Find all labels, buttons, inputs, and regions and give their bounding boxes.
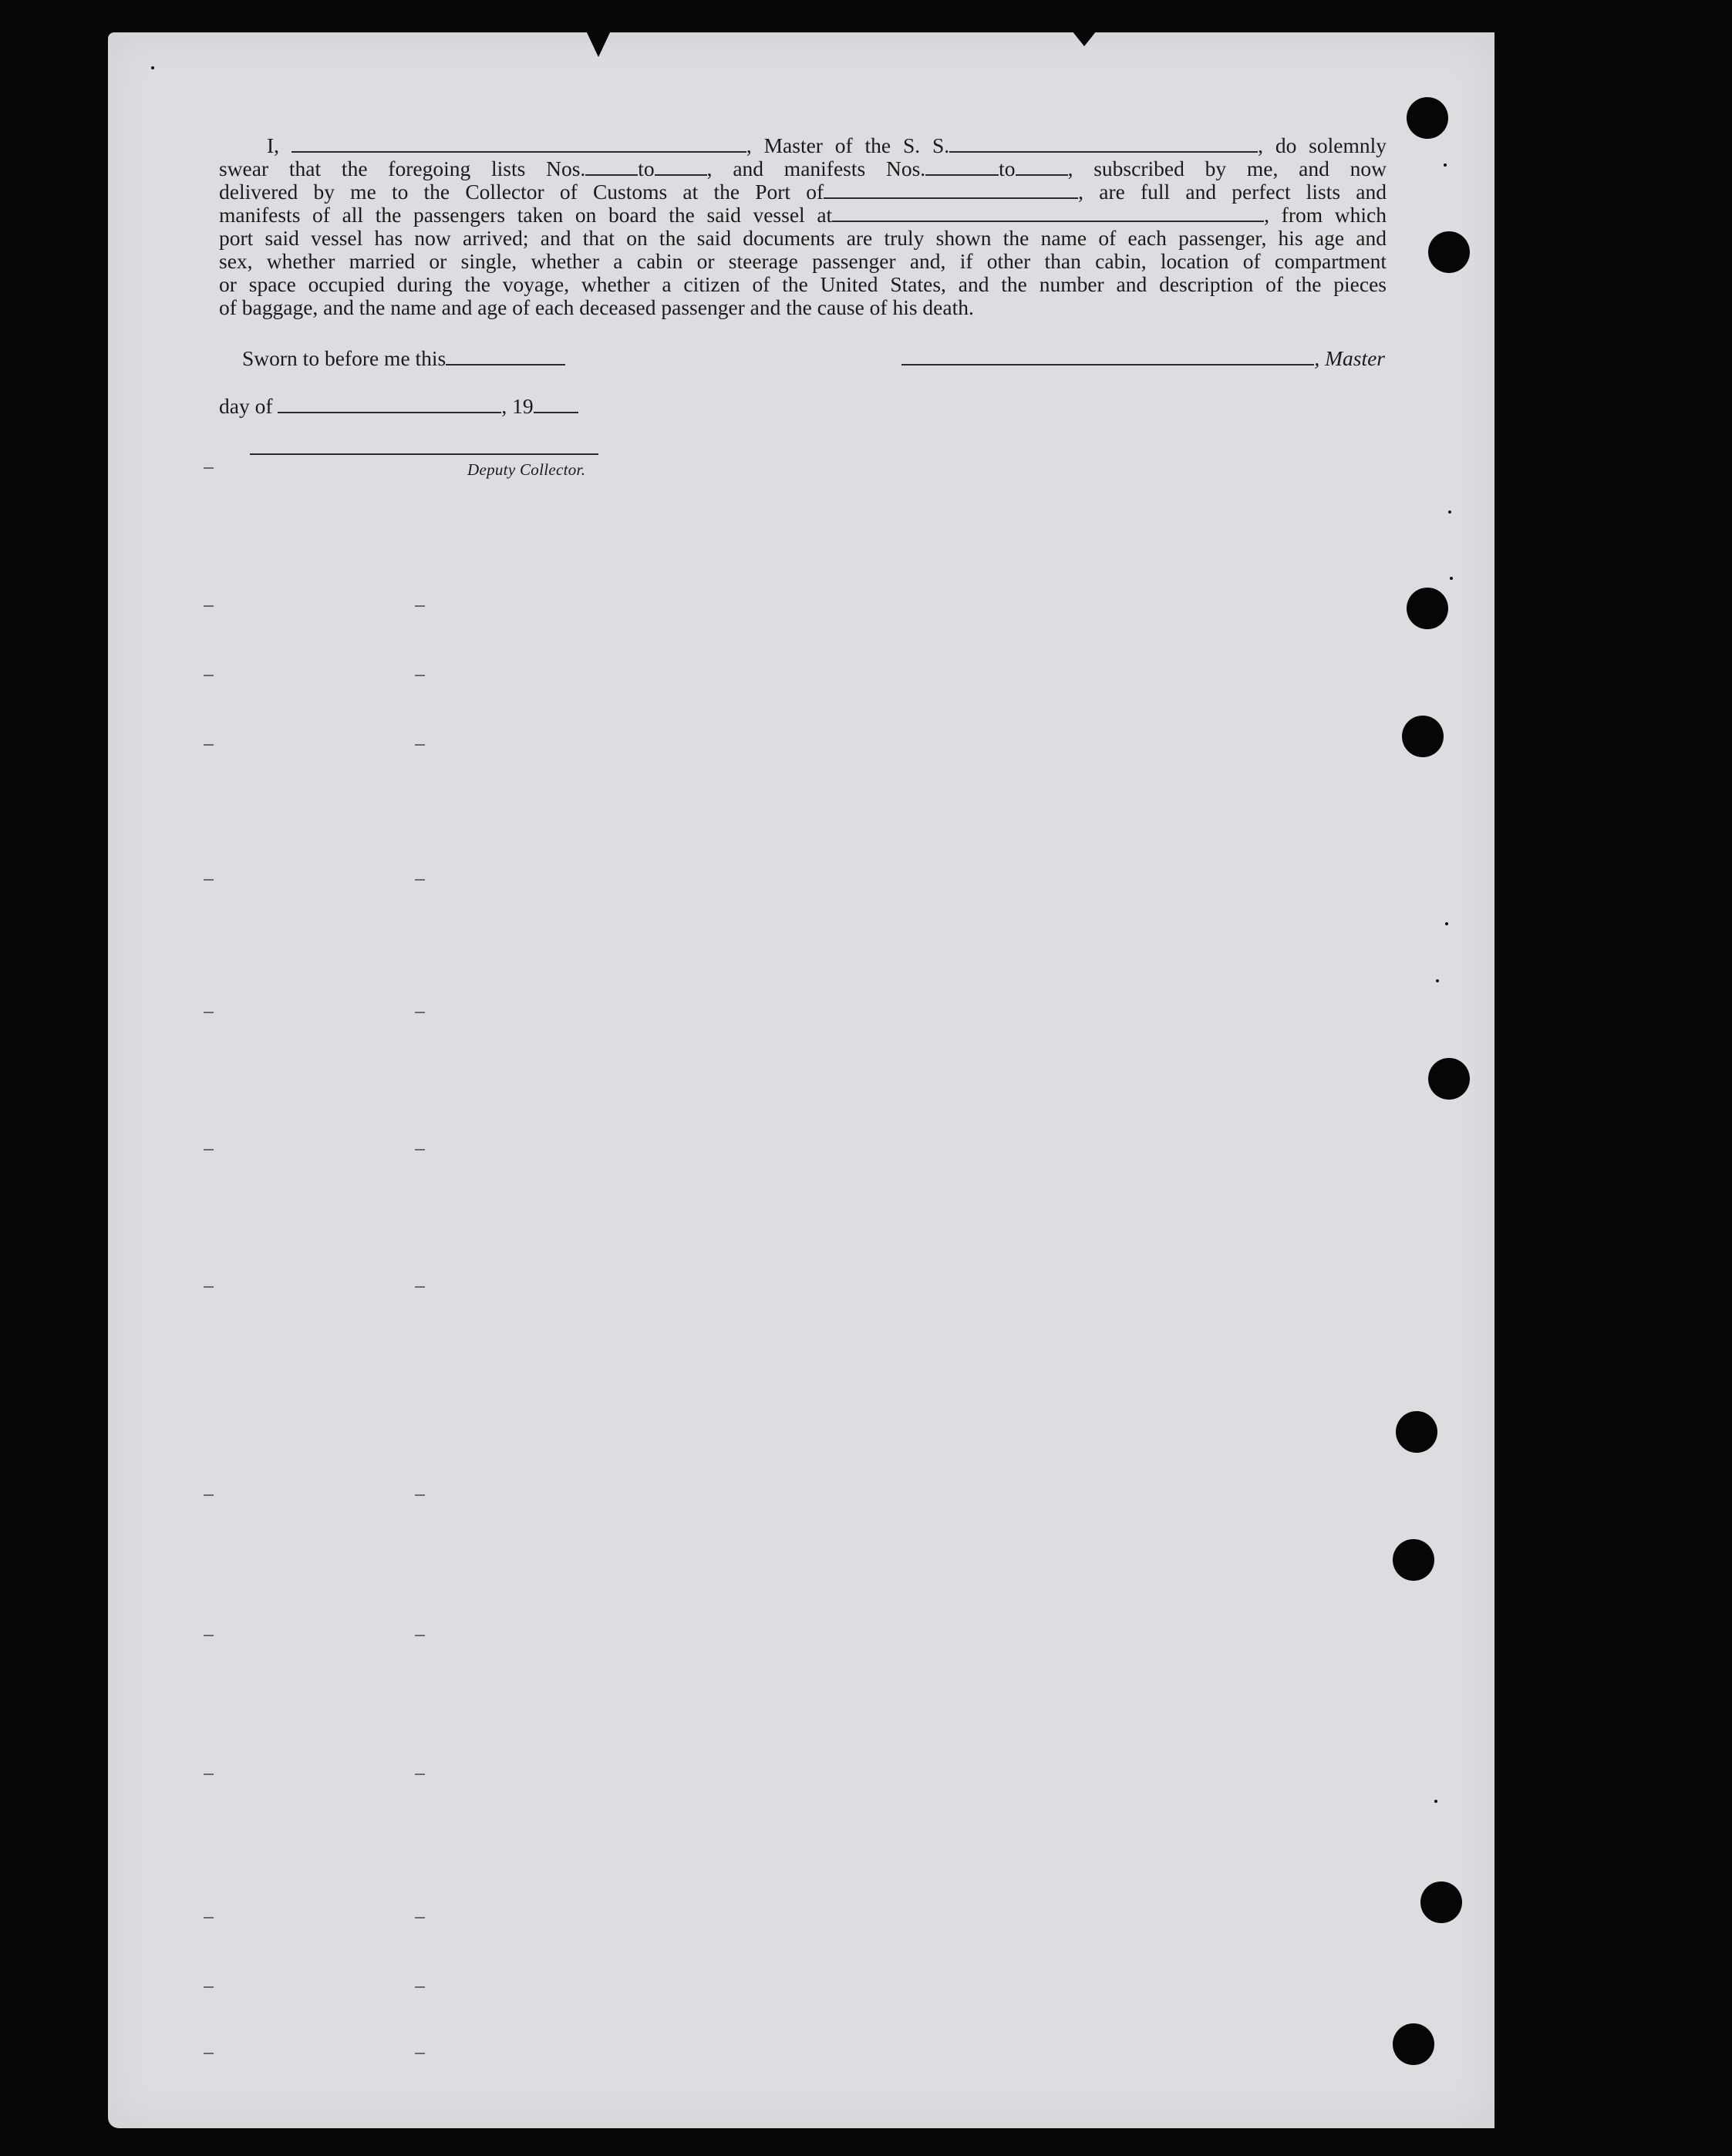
oath-line-3 xyxy=(219,180,1387,204)
speck xyxy=(28,1097,31,1100)
sworn-row xyxy=(242,347,565,370)
column-tick xyxy=(204,2053,214,2054)
column-tick xyxy=(204,467,214,469)
lists-label: swear that the foregoing lists Nos. xyxy=(219,157,586,180)
column-tick xyxy=(204,675,214,676)
year-blank[interactable] xyxy=(534,396,578,413)
full-perfect-label: , are full and perfect lists and xyxy=(1078,180,1387,204)
speck xyxy=(1448,510,1451,514)
oath-line-6: sex, whether married or single, whether a cabin or steerage passenger and, if other than cabin, location of compartment xyxy=(219,249,1387,273)
column-tick xyxy=(415,1986,425,1988)
punch-hole xyxy=(1396,1411,1437,1453)
punch-hole xyxy=(1393,1539,1434,1581)
column-tick xyxy=(415,1635,425,1636)
column-tick xyxy=(415,1286,425,1288)
to-label: to xyxy=(999,157,1016,180)
column-tick xyxy=(415,1917,425,1919)
master-signature-row xyxy=(901,347,1385,370)
port-blank[interactable] xyxy=(824,182,1078,199)
column-tick xyxy=(204,1149,214,1150)
manifest-to-blank[interactable] xyxy=(1016,159,1068,176)
punch-hole xyxy=(1420,1881,1462,1923)
column-tick xyxy=(204,605,214,607)
day-of-label: day of xyxy=(219,394,273,418)
torn-notch xyxy=(1072,31,1097,46)
column-tick xyxy=(204,1635,214,1636)
speck xyxy=(1450,577,1453,580)
deputy-collector-signature-line[interactable] xyxy=(250,453,598,455)
punch-hole xyxy=(1428,231,1470,273)
sworn-label: Sworn to before me this xyxy=(242,346,446,370)
from-which-label: , from which xyxy=(1264,203,1387,227)
name-blank[interactable] xyxy=(291,136,746,153)
speck xyxy=(1444,163,1447,167)
column-tick xyxy=(415,2053,425,2054)
column-tick xyxy=(415,879,425,881)
day-of-row xyxy=(219,395,578,418)
column-tick xyxy=(204,1917,214,1919)
punch-hole xyxy=(1407,588,1448,629)
sworn-day-blank[interactable] xyxy=(446,349,565,366)
speck xyxy=(1436,979,1439,982)
torn-notch xyxy=(586,31,611,57)
punch-hole xyxy=(1428,1058,1470,1100)
column-tick xyxy=(204,1012,214,1013)
to-label: to xyxy=(638,157,655,180)
master-of-label: , Master of the S. S. xyxy=(746,133,950,157)
manifests-label: , and manifests Nos. xyxy=(706,157,926,180)
departure-port-blank[interactable] xyxy=(832,205,1264,222)
punch-hole xyxy=(1402,716,1444,757)
delivered-label: delivered by me to the Collector of Customs at the Port of xyxy=(219,180,824,204)
speck xyxy=(1445,922,1448,925)
column-tick xyxy=(415,675,425,676)
column-tick xyxy=(204,1774,214,1775)
subscribed-label: , subscribed by me, and now xyxy=(1067,157,1387,180)
column-tick xyxy=(415,605,425,607)
oath-line-4 xyxy=(219,204,1387,227)
column-tick xyxy=(415,1494,425,1496)
master-signature-blank[interactable] xyxy=(901,349,1314,366)
manifests-of-label: manifests of all the passengers taken on board the said vessel at xyxy=(219,203,833,227)
column-tick xyxy=(415,744,425,746)
column-tick xyxy=(204,1494,214,1496)
manifest-from-blank[interactable] xyxy=(925,159,999,176)
column-tick xyxy=(415,1012,425,1013)
oath-paragraph xyxy=(219,134,1387,319)
oath-line-1 xyxy=(219,134,1387,157)
do-solemnly-label: , do solemnly xyxy=(1258,133,1387,157)
column-tick xyxy=(204,1986,214,1988)
punch-hole xyxy=(1407,97,1448,139)
column-tick xyxy=(204,744,214,746)
column-tick xyxy=(415,1149,425,1150)
column-tick xyxy=(415,1774,425,1775)
master-label: , Master xyxy=(1314,346,1385,370)
column-tick xyxy=(204,1286,214,1288)
deputy-collector-label: Deputy Collector. xyxy=(467,460,586,479)
list-to-blank[interactable] xyxy=(655,159,707,176)
year-prefix-label: , 19 xyxy=(501,394,534,418)
oath-line-8: of baggage, and the name and age of each deceased passenger and the cause of his death. xyxy=(219,295,974,319)
month-blank[interactable] xyxy=(278,396,501,413)
ship-name-blank[interactable] xyxy=(949,136,1258,153)
column-tick xyxy=(204,879,214,881)
speck xyxy=(151,66,154,69)
speck xyxy=(1434,1800,1437,1803)
oath-line-2 xyxy=(219,157,1387,180)
punch-hole xyxy=(1393,2023,1434,2065)
oath-line-5: port said vessel has now arrived; and that on the said documents are truly shown the name of each passenger, his age and xyxy=(219,226,1387,250)
list-from-blank[interactable] xyxy=(585,159,638,176)
oath-i: I, xyxy=(267,133,280,157)
oath-line-7: or space occupied during the voyage, whether a citizen of the United States, and the number and description of the pieces xyxy=(219,272,1387,296)
